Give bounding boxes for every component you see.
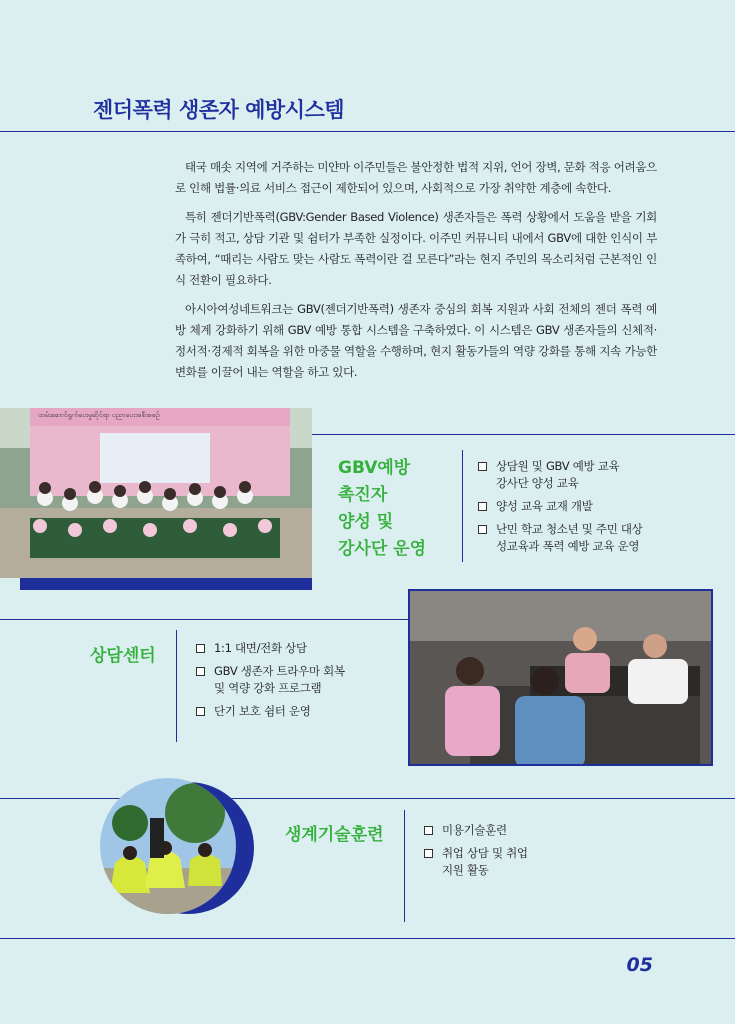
gbv-title-line-3: 양성 및 [338, 512, 394, 532]
checkbox-icon [424, 826, 433, 835]
checkbox-icon [478, 502, 487, 511]
gbv-photo-accent-bar [20, 578, 312, 590]
bottom-rule [0, 938, 735, 939]
gbv-item-text: 양성 교육 교재 개발 [496, 499, 593, 513]
top-rule [0, 131, 735, 132]
gbv-title-line-2: 촉진자 [338, 485, 388, 505]
gbv-item-text: 난민 학교 청소년 및 주민 대상 성교육과 폭력 예방 교육 운영 [496, 522, 643, 553]
intro-paragraph-1: 태국 매솟 지역에 거주하는 미얀마 이주민들은 불안정한 법적 지위, 언어 장벽, 문화 적응 어려움으로 인해 법률·의료 서비스 접근이 제한되어 있으며, 사회적으로 가장 취약한 계층에 속한다. [175, 160, 657, 195]
counsel-item-text: 1:1 대면/전화 상담 [214, 641, 307, 655]
livelihood-item-list [424, 822, 624, 885]
gbv-divider [462, 450, 463, 562]
checkbox-icon [478, 462, 487, 471]
counseling-photo [408, 589, 713, 766]
gbv-item [478, 498, 718, 515]
counsel-section-title: 상담센터 [90, 646, 156, 666]
gbv-item [478, 458, 718, 492]
gbv-title-line-1: GBV예방 [338, 458, 411, 478]
counsel-item [196, 640, 396, 657]
checkbox-icon [478, 525, 487, 534]
gbv-item [478, 521, 718, 555]
group-photo [0, 408, 312, 578]
checkbox-icon [196, 707, 205, 716]
livelihood-section-title: 생계기술훈련 [285, 825, 384, 845]
checkbox-icon [196, 644, 205, 653]
counsel-item-text: 단기 보호 쉼터 운영 [214, 704, 311, 718]
livelihood-section-rule [0, 798, 735, 799]
page-number: 05 [626, 954, 653, 976]
gbv-item-text: 상담원 및 GBV 예방 교육 강사단 양성 교육 [496, 459, 620, 490]
counsel-item-list [196, 640, 396, 726]
intro-text [175, 157, 657, 391]
gbv-section-title [338, 455, 426, 563]
gbv-item-list [478, 458, 718, 561]
counsel-item-text: GBV 생존자 트라우마 회복 및 역량 강화 프로그램 [214, 664, 345, 695]
checkbox-icon [424, 849, 433, 858]
counsel-section-rule [0, 619, 408, 620]
intro-paragraph-3: 아시아여성네트워크는 GBV(젠더기반폭력) 생존자 중심의 회복 지원과 사회 전체의 젠더 폭력 예방 체계 강화하기 위해 GBV 예방 통합 시스템을 구축하였다. 이 시스템은 GBV 생존자들의 신체적·정서적·경제적 회복을 위한 마중물 역할을 수행하며, 현지 활동가들의 역량 강화를 통해 지속 가능한 변화를 이끌어 내는 역할을 하고 있다. [175, 302, 657, 379]
gbv-title-line-4: 강사단 운영 [338, 539, 427, 559]
banner-text: ထမ်းဆောင်ရွက်ပေးမှုဆိုင်ရာ ပညာပေးအစီအစဉ် [38, 411, 160, 419]
haircut-photo [100, 778, 236, 914]
livelihood-divider [404, 810, 405, 922]
page-title: 젠더폭력 생존자 예방시스템 [93, 98, 345, 122]
counsel-item [196, 663, 396, 697]
checkbox-icon [196, 667, 205, 676]
livelihood-item-text: 취업 상담 및 취업 지원 활동 [442, 846, 528, 877]
livelihood-item [424, 845, 624, 879]
counsel-item [196, 703, 396, 720]
intro-paragraph-2: 특히 젠더기반폭력(GBV:Gender Based Violence) 생존자들은 폭력 상황에서 도움을 받을 기회가 극히 적고, 상담 기관 및 쉼터가 부족한 실정이다. 이주민 커뮤니티 내에서 GBV에 대한 인식이 부족하여, “때리는 사람도 맞는 사람도 폭력이란 걸 모른다”라는 현지 주민의 목소리처럼 근본적인 인식 전환이 필요하다. [175, 210, 657, 287]
livelihood-item-text: 미용기술훈련 [442, 823, 507, 837]
counsel-divider [176, 630, 177, 742]
livelihood-item [424, 822, 624, 839]
